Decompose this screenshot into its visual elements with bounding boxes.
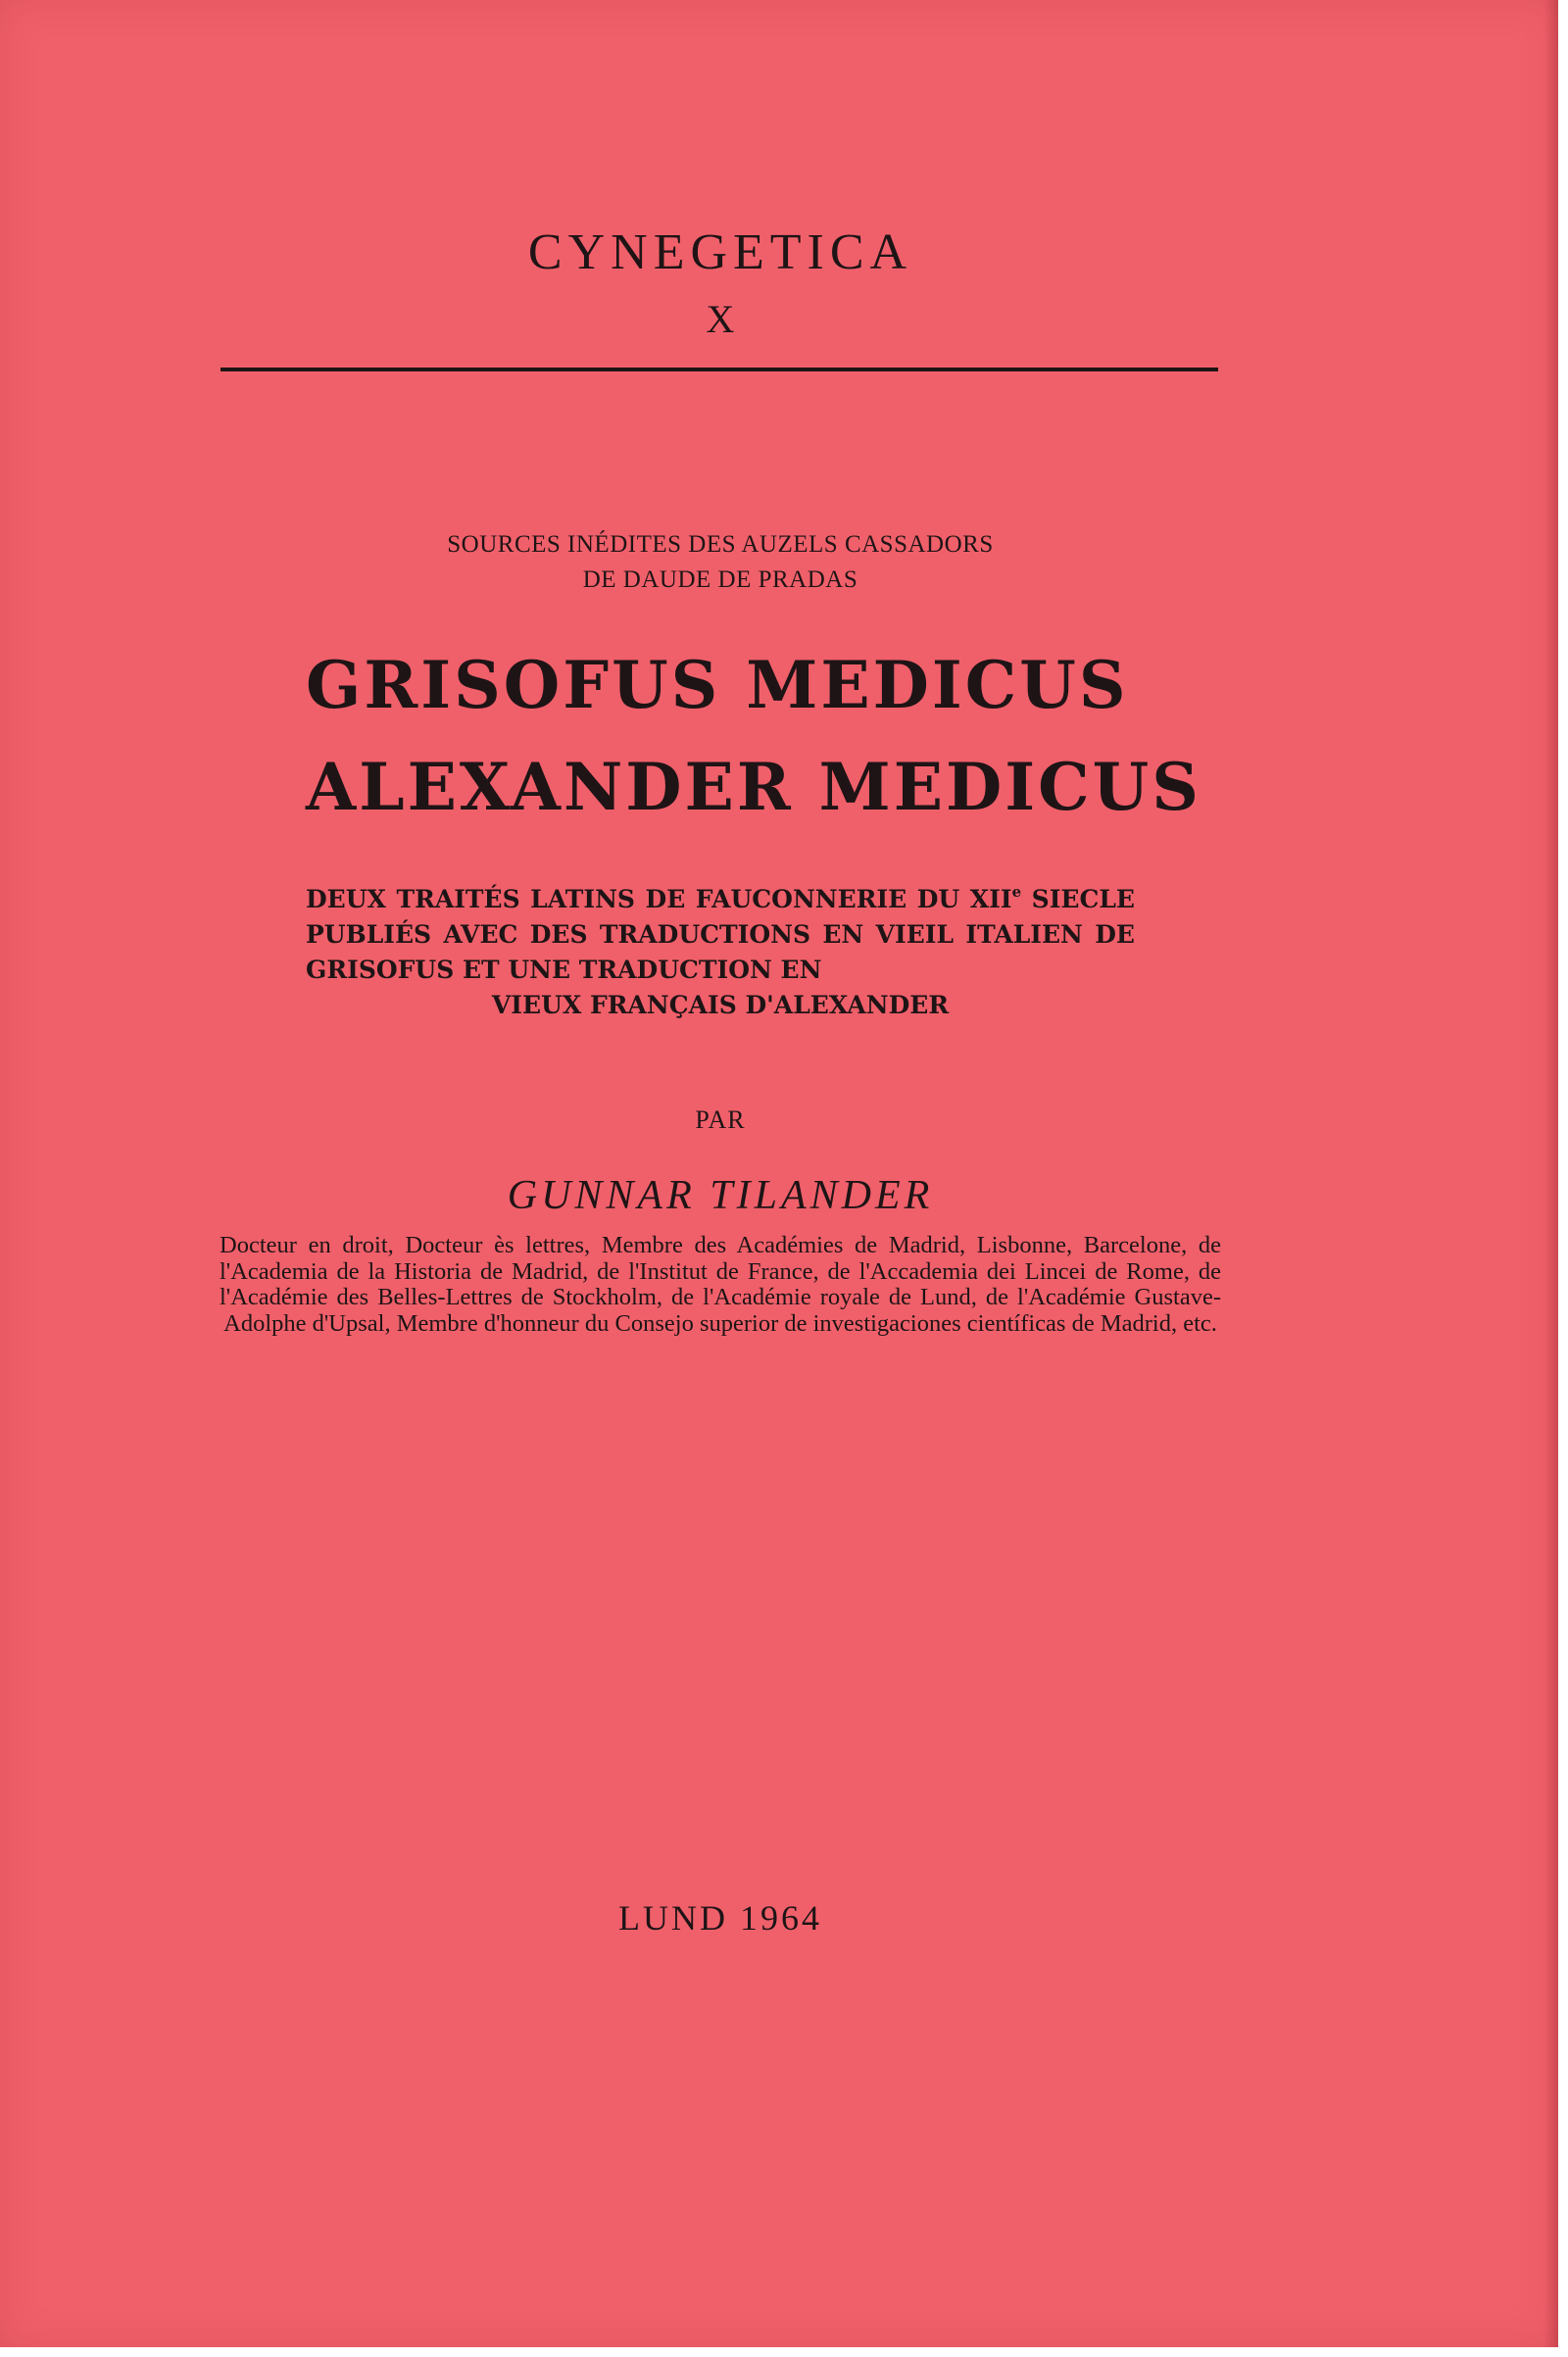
- description: [306, 882, 1135, 1023]
- main-title-line-1: GRISOFUS MEDICUS: [306, 647, 1129, 723]
- subtitle-line-2: DE DAUDE DE PRADAS: [582, 566, 858, 593]
- description-text: DEUX TRAITÉS LATINS DE FAUCONNERIE DU XII: [306, 885, 1012, 913]
- description-rest: SIECLE PUBLIÉS AVEC DES TRADUCTIONS EN VIEIL ITALIEN DE GRISOFUS ET UNE TRADUCTION EN: [306, 885, 1135, 984]
- subtitle-line-1: SOURCES INÉDITES DES AUZELS CASSADORS: [447, 531, 994, 558]
- series-title: CYNEGETICA: [527, 224, 913, 280]
- description-last-line: VIEUX FRANÇAIS D'ALEXANDER: [491, 991, 950, 1019]
- series-number: X: [706, 297, 735, 341]
- author-name: GUNNAR TILANDER: [507, 1173, 934, 1218]
- subtitle: [0, 527, 1441, 598]
- divider-rule: [220, 368, 1218, 371]
- author-credentials: Docteur en droit, Docteur ès lettres, Membre des Académies de Madrid, Lisbonne, Barcelone, de l'Academia de la Historia de Madrid, de l'Institut de France, de l'Accademia dei Lincei de Rome, de l'Académie des Belles-Lettres de Stockholm, de l'Académie royale de Lund, de l'Académie Gustave-Adolphe d'Upsal, Membre d'honneur du Consejo superior de investigaciones científicas de Madrid, etc.: [220, 1232, 1221, 1337]
- main-title-line-2: ALEXANDER MEDICUS: [306, 749, 1201, 825]
- imprint: LUND 1964: [618, 1898, 822, 1938]
- by-label: PAR: [695, 1105, 746, 1134]
- description-superscript: e: [1011, 883, 1022, 901]
